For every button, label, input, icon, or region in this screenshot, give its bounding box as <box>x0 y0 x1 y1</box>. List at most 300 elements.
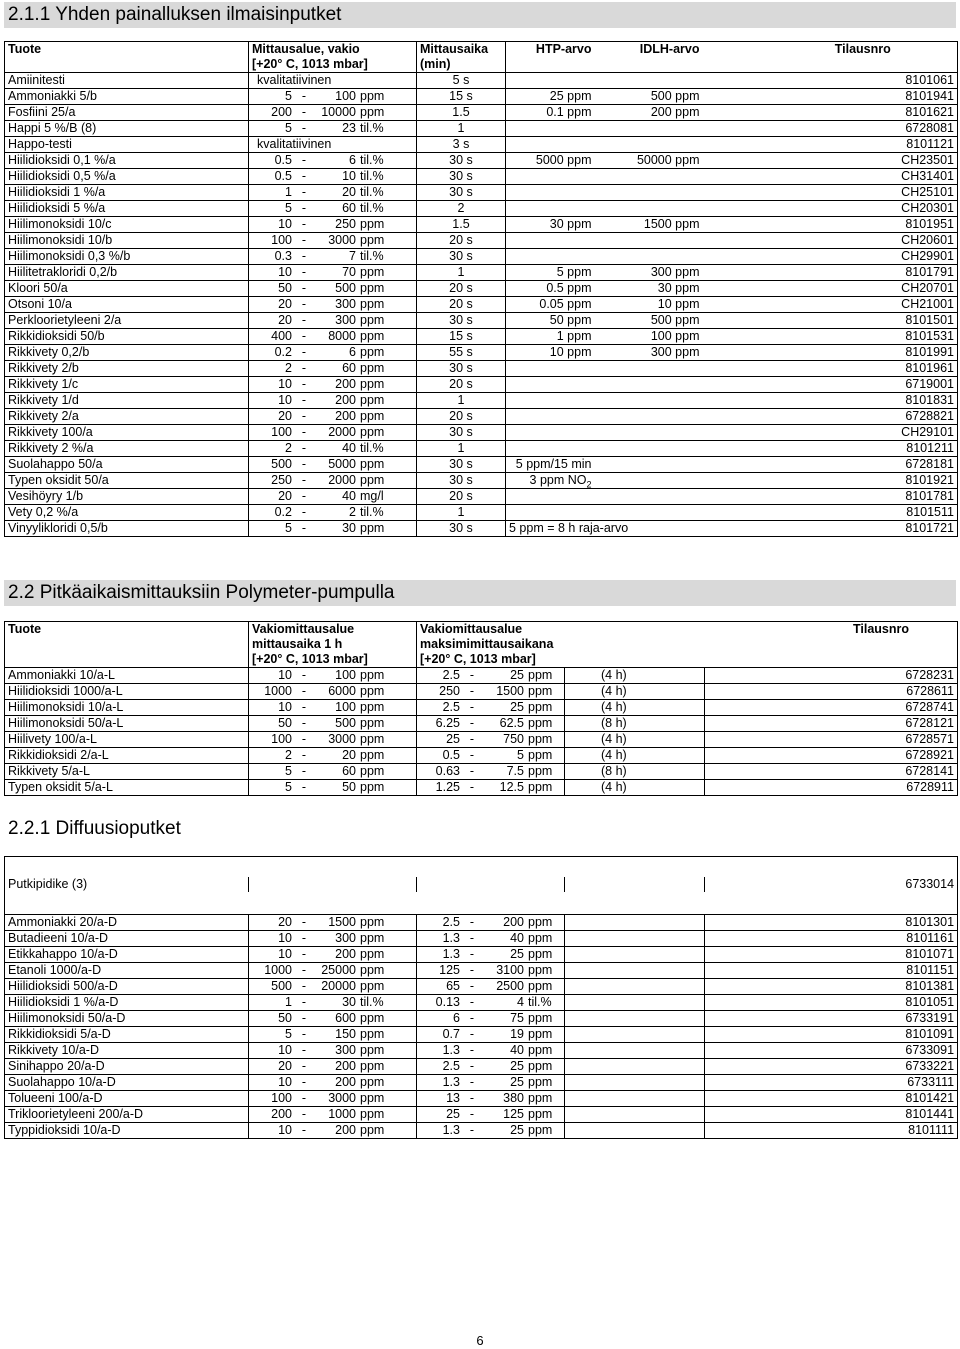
range-unit: ppm <box>360 393 385 407</box>
range-max: 25 <box>510 700 524 714</box>
product-name: Etanoli 1000/a-D <box>5 963 249 979</box>
htp-value: 50 ppm <box>506 313 595 329</box>
product-name: Trikloorietyleeni 200/a-D <box>5 1107 249 1123</box>
range-dash: - <box>469 1059 475 1073</box>
cell-empty <box>703 313 769 329</box>
range-dash: - <box>301 963 307 977</box>
range-unit: ppm <box>528 780 553 794</box>
range-dash: - <box>301 185 307 199</box>
range-dash: - <box>469 748 475 762</box>
order-number: 6733191 <box>705 1011 958 1027</box>
cell-empty <box>703 201 769 217</box>
idlh-value <box>595 361 703 377</box>
order-number: CH20701 <box>769 281 958 297</box>
measurement-time: 55 s <box>417 345 506 361</box>
range-dash: - <box>301 748 307 762</box>
max-duration: (4 h) <box>565 668 705 684</box>
measurement-range <box>249 457 417 473</box>
table-row <box>5 105 958 121</box>
range-1 <box>249 979 417 995</box>
range-max <box>417 732 565 748</box>
table-row <box>5 505 958 521</box>
htp-value: 5 ppm <box>506 265 595 281</box>
table-row <box>5 217 958 233</box>
measurement-range <box>249 265 417 281</box>
range-dash: - <box>469 780 475 794</box>
header-empty <box>595 57 703 73</box>
product-name: Rikkivety 1/c <box>5 377 249 393</box>
measurement-time: 30 s <box>417 313 506 329</box>
range-min: 10 <box>278 668 292 682</box>
cell-empty <box>703 153 769 169</box>
range-unit: ppm <box>360 1123 385 1137</box>
measurement-range: kvalitatiivinen <box>249 73 417 89</box>
measurement-time: 30 s <box>417 169 506 185</box>
htp-value <box>506 489 595 505</box>
range-dash: - <box>301 1011 307 1025</box>
range-1h <box>249 764 417 780</box>
cell-empty <box>703 137 769 153</box>
htp-value <box>506 121 595 137</box>
range-dash: - <box>301 1075 307 1089</box>
range-min: 400 <box>271 329 292 343</box>
measurement-range <box>249 521 417 537</box>
range-max: 1500 <box>496 684 524 698</box>
product-name: Perkloorietyleeni 2/a <box>5 313 249 329</box>
range-min: 6 <box>453 1011 460 1025</box>
subscript: 2 <box>586 479 592 490</box>
range-2 <box>417 995 565 1011</box>
table-row <box>5 979 958 995</box>
table-row <box>5 233 958 249</box>
range-max <box>417 668 565 684</box>
range-min: 6.25 <box>435 716 460 730</box>
order-number: 6728611 <box>705 684 958 700</box>
table-row <box>5 1011 958 1027</box>
cell-empty <box>703 217 769 233</box>
range-dash: - <box>469 1091 475 1105</box>
range-2 <box>417 1075 565 1091</box>
range-max <box>417 716 565 732</box>
range-unit: til.% <box>360 441 384 455</box>
table-row <box>5 1091 958 1107</box>
range-min: 0.13 <box>435 995 460 1009</box>
range-max: 1000 <box>328 1107 356 1121</box>
header-mittausalue: Mittausalue, vakio <box>249 42 417 58</box>
order-number: 6733221 <box>705 1059 958 1075</box>
range-max: 100 <box>335 700 356 714</box>
range-unit: ppm <box>528 979 553 993</box>
htp-value <box>506 409 595 425</box>
measurement-time: 30 s <box>417 249 506 265</box>
range-min: 2.5 <box>442 700 460 714</box>
range-max: 30 <box>342 521 356 535</box>
range-min: 0.2 <box>274 345 292 359</box>
header-empty <box>506 57 595 73</box>
htp-value: 5 ppm/15 min <box>506 457 595 473</box>
range-dash: - <box>301 505 307 519</box>
cell-empty <box>703 105 769 121</box>
htp-value <box>506 73 595 89</box>
range-dash: - <box>301 153 307 167</box>
range-min: 10 <box>278 931 292 945</box>
range-min: 1 <box>285 185 292 199</box>
range-max: 40 <box>510 931 524 945</box>
range-max: 60 <box>342 361 356 375</box>
cell-empty <box>565 931 705 947</box>
range-dash: - <box>301 233 307 247</box>
product-name: Fosfiini 25/a <box>5 105 249 121</box>
table-row <box>5 1107 958 1123</box>
range-max: 20 <box>342 748 356 762</box>
header-conditions: [+20° C, 1013 mbar] <box>417 652 565 668</box>
range-dash: - <box>301 425 307 439</box>
range-max <box>417 684 565 700</box>
range-unit: ppm <box>360 1091 385 1105</box>
putkipidike-name: Putkipidike (3) <box>5 877 249 892</box>
range-max: 20 <box>342 185 356 199</box>
range-unit: til.% <box>360 153 384 167</box>
range-unit: ppm <box>360 716 385 730</box>
cell-empty <box>565 1027 705 1043</box>
range-dash: - <box>301 457 307 471</box>
range-unit: ppm <box>360 457 385 471</box>
range-1 <box>249 1059 417 1075</box>
range-max: 25 <box>510 1075 524 1089</box>
product-name: Hiilimonoksidi 0,3 %/b <box>5 249 249 265</box>
cell-empty <box>565 963 705 979</box>
range-min: 1.3 <box>442 931 460 945</box>
measurement-time: 30 s <box>417 361 506 377</box>
range-unit: ppm <box>360 1027 385 1041</box>
range-max: 7.5 <box>506 764 524 778</box>
range-dash: - <box>301 409 307 423</box>
cell-empty <box>703 425 769 441</box>
header-empty <box>5 57 249 73</box>
cell-empty <box>565 1059 705 1075</box>
table-row <box>5 409 958 425</box>
range-max: 500 <box>335 281 356 295</box>
measurement-range <box>249 361 417 377</box>
range-unit: ppm <box>528 915 553 929</box>
cell-empty <box>703 281 769 297</box>
range-unit: ppm <box>360 700 385 714</box>
table-row <box>5 169 958 185</box>
order-number: 8101111 <box>705 1123 958 1139</box>
table-row <box>5 89 958 105</box>
table-row <box>5 963 958 979</box>
range-max: 60 <box>342 764 356 778</box>
range-dash: - <box>301 297 307 311</box>
range-min: 25 <box>446 732 460 746</box>
range-2 <box>417 979 565 995</box>
idlh-value <box>595 441 703 457</box>
measurement-time: 20 s <box>417 377 506 393</box>
measurement-range <box>249 121 417 137</box>
range-unit: ppm <box>360 313 385 327</box>
order-number: 6728821 <box>769 409 958 425</box>
range-max: 300 <box>335 1043 356 1057</box>
range-unit: ppm <box>360 931 385 945</box>
order-number: 8101791 <box>769 265 958 281</box>
max-duration: (4 h) <box>565 780 705 796</box>
measurement-time: 3 s <box>417 137 506 153</box>
range-max: 8000 <box>328 329 356 343</box>
idlh-value <box>595 249 703 265</box>
range-min: 13 <box>446 1091 460 1105</box>
product-name: Vety 0,2 %/a <box>5 505 249 521</box>
range-unit: ppm <box>528 1107 553 1121</box>
range-2 <box>417 1043 565 1059</box>
range-max: 25 <box>510 668 524 682</box>
range-max: 150 <box>335 1027 356 1041</box>
table-row <box>5 995 958 1011</box>
range-max: 1500 <box>328 915 356 929</box>
range-min: 500 <box>271 457 292 471</box>
range-min: 1.3 <box>442 1043 460 1057</box>
measurement-range <box>249 201 417 217</box>
table-row <box>5 700 958 716</box>
range-dash: - <box>301 780 307 794</box>
range-unit: mg/l <box>360 489 384 503</box>
range-unit: ppm <box>360 409 385 423</box>
product-name: Happi 5 %/B (8) <box>5 121 249 137</box>
range-max: 20000 <box>321 979 356 993</box>
range-min: 0.7 <box>442 1027 460 1041</box>
range-max: 200 <box>503 915 524 929</box>
range-dash: - <box>301 995 307 1009</box>
range-min: 20 <box>278 489 292 503</box>
cell-empty <box>703 73 769 89</box>
header-empty <box>5 637 249 652</box>
range-1 <box>249 1091 417 1107</box>
htp-value <box>506 137 595 153</box>
measurement-range <box>249 313 417 329</box>
cell-empty <box>565 915 705 931</box>
range-max: 25000 <box>321 963 356 977</box>
htp-value: 0.05 ppm <box>506 297 595 313</box>
idlh-value <box>595 489 703 505</box>
idlh-value: 500 ppm <box>595 313 703 329</box>
header-tilausnro: Tilausnro <box>705 622 958 638</box>
range-min: 1000 <box>264 684 292 698</box>
range-max: 200 <box>335 409 356 423</box>
range-unit: ppm <box>360 361 385 375</box>
range-min: 20 <box>278 1059 292 1073</box>
product-name: Rikkivety 2 %/a <box>5 441 249 457</box>
product-name: Rikkivety 5/a-L <box>5 764 249 780</box>
product-name: Typen oksidit 50/a <box>5 473 249 489</box>
range-min: 50 <box>278 1011 292 1025</box>
order-number: 8101441 <box>705 1107 958 1123</box>
order-number: 6728911 <box>705 780 958 796</box>
range-min: 20 <box>278 409 292 423</box>
product-name: Typen oksidit 5/a-L <box>5 780 249 796</box>
range-max: 4 <box>517 995 524 1009</box>
range-min: 1.25 <box>435 780 460 794</box>
range-min: 10 <box>278 700 292 714</box>
range-unit: ppm <box>360 473 385 487</box>
range-min: 250 <box>271 473 292 487</box>
range-max <box>417 700 565 716</box>
range-dash: - <box>301 169 307 183</box>
cell-empty <box>703 345 769 361</box>
range-min: 5 <box>285 89 292 103</box>
order-number: 8101061 <box>769 73 958 89</box>
product-name: Rikkidioksidi 2/a-L <box>5 748 249 764</box>
range-min: 0.2 <box>274 505 292 519</box>
measurement-range <box>249 489 417 505</box>
range-min: 500 <box>271 979 292 993</box>
range-max: 300 <box>335 931 356 945</box>
table-row <box>5 521 958 537</box>
range-min: 25 <box>446 1107 460 1121</box>
range-dash: - <box>469 764 475 778</box>
order-number: 8101071 <box>705 947 958 963</box>
table-row <box>5 265 958 281</box>
order-number: 8101991 <box>769 345 958 361</box>
range-max: 23 <box>342 121 356 135</box>
range-min: 2 <box>285 748 292 762</box>
product-name: Rikkivety 1/d <box>5 393 249 409</box>
range-1 <box>249 947 417 963</box>
header-empty <box>5 652 249 668</box>
range-1 <box>249 963 417 979</box>
order-number: 6728181 <box>769 457 958 473</box>
table-row <box>5 153 958 169</box>
range-unit: ppm <box>528 931 553 945</box>
range-unit: ppm <box>528 1027 553 1041</box>
range-1 <box>249 1123 417 1139</box>
range-unit: ppm <box>528 963 553 977</box>
product-name: Kloori 50/a <box>5 281 249 297</box>
range-unit: ppm <box>528 668 553 682</box>
range-dash: - <box>301 377 307 391</box>
cell-empty <box>703 121 769 137</box>
cell-empty <box>565 995 705 1011</box>
range-max: 2500 <box>496 979 524 993</box>
range-max: 60 <box>342 201 356 215</box>
header-tuote: Tuote <box>5 622 249 638</box>
range-dash: - <box>469 915 475 929</box>
putkipidike-code: 6733014 <box>705 877 958 892</box>
product-name: Hiilidioksidi 0,1 %/a <box>5 153 249 169</box>
measurement-range <box>249 329 417 345</box>
order-number: CH20601 <box>769 233 958 249</box>
cell-empty <box>565 1123 705 1139</box>
range-max: 5 <box>517 748 524 762</box>
range-min: 100 <box>271 1091 292 1105</box>
range-dash: - <box>301 1091 307 1105</box>
htp-value: 0.5 ppm <box>506 281 595 297</box>
cell-empty <box>565 1011 705 1027</box>
order-number: 8101381 <box>705 979 958 995</box>
measurement-range <box>249 345 417 361</box>
product-name: Hiilidioksidi 1000/a-L <box>5 684 249 700</box>
section-title-2: 2.2 Pitkäaikaismittauksiin Polymeter-pumpulla <box>4 580 956 606</box>
table-row <box>5 1043 958 1059</box>
table-row <box>5 249 958 265</box>
range-dash: - <box>301 473 307 487</box>
product-name: Suolahappo 50/a <box>5 457 249 473</box>
range-2 <box>417 931 565 947</box>
range-dash: - <box>469 963 475 977</box>
measurement-time: 15 s <box>417 329 506 345</box>
table-row <box>5 361 958 377</box>
range-2 <box>417 1123 565 1139</box>
table-row <box>5 1059 958 1075</box>
range-unit: ppm <box>360 1011 385 1025</box>
product-name: Rikkivety 10/a-D <box>5 1043 249 1059</box>
measurement-time: 1 <box>417 505 506 521</box>
order-number: 6728081 <box>769 121 958 137</box>
range-min: 0.3 <box>274 249 292 263</box>
table-row <box>5 345 958 361</box>
table-row <box>5 947 958 963</box>
product-name: Hiilidioksidi 500/a-D <box>5 979 249 995</box>
range-max: 12.5 <box>499 780 524 794</box>
range-dash: - <box>469 1043 475 1057</box>
cell-empty <box>703 473 769 489</box>
product-name: Hiilitetrakloridi 0,2/b <box>5 265 249 281</box>
range-dash: - <box>301 489 307 503</box>
idlh-value: 30 ppm <box>595 281 703 297</box>
range-max: 3000 <box>328 1091 356 1105</box>
product-name: Rikkidioksidi 50/b <box>5 329 249 345</box>
range-dash: - <box>301 668 307 682</box>
cell-empty <box>703 169 769 185</box>
range-dash: - <box>301 979 307 993</box>
order-number: 8101531 <box>769 329 958 345</box>
table-row <box>5 1075 958 1091</box>
measurement-time: 30 s <box>417 473 506 489</box>
range-dash: - <box>469 1011 475 1025</box>
measurement-time: 5 s <box>417 73 506 89</box>
range-unit: ppm <box>360 764 385 778</box>
idlh-value <box>595 393 703 409</box>
table-row <box>5 281 958 297</box>
idlh-value <box>595 201 703 217</box>
idlh-value: 100 ppm <box>595 329 703 345</box>
range-dash: - <box>469 668 475 682</box>
range-unit: ppm <box>360 521 385 535</box>
cell-empty <box>703 361 769 377</box>
order-number: CH29901 <box>769 249 958 265</box>
range-min: 10 <box>278 1043 292 1057</box>
range-max: 25 <box>510 1059 524 1073</box>
table-row <box>5 931 958 947</box>
range-max: 600 <box>335 1011 356 1025</box>
htp-value: 5 ppm = 8 h raja-arvo <box>506 521 595 537</box>
range-unit: ppm <box>360 345 385 359</box>
range-dash: - <box>301 764 307 778</box>
range-unit: ppm <box>360 377 385 391</box>
range-unit: ppm <box>528 1059 553 1073</box>
idlh-value: 500 ppm <box>595 89 703 105</box>
table-row <box>5 73 958 89</box>
cell-empty <box>703 457 769 473</box>
table-diffusion-tubes <box>4 856 958 1139</box>
htp-value: 10 ppm <box>506 345 595 361</box>
range-min: 2.5 <box>442 668 460 682</box>
measurement-range <box>249 233 417 249</box>
product-name: Suolahappo 10/a-D <box>5 1075 249 1091</box>
measurement-time: 1.5 <box>417 217 506 233</box>
max-duration: (4 h) <box>565 700 705 716</box>
range-min: 10 <box>278 1123 292 1137</box>
measurement-time: 30 s <box>417 425 506 441</box>
header-min: (min) <box>417 57 506 73</box>
